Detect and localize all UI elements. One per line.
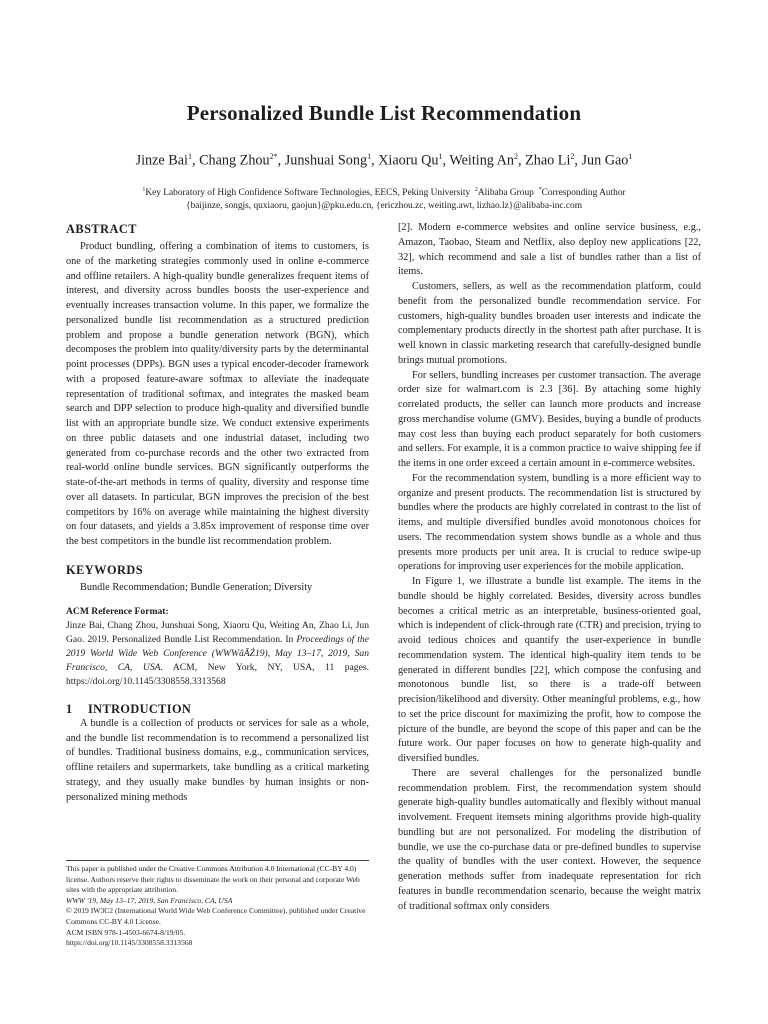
author-sup: 1 [367, 152, 372, 161]
author-name: Zhao Li [525, 152, 571, 169]
acm-reference-plain: Jinze Bai, Chang Zhou, Junshuai Song, Xiaoru Qu, Weiting An, Zhao Li, Jun Gao. 2019. Personalized Bundle List Recommendation. In [66, 619, 369, 645]
affiliation-text: Corresponding Author [541, 188, 626, 199]
affiliation-sup: * [538, 187, 542, 193]
abstract-heading: ABSTRACT [66, 222, 137, 236]
author-name: Weiting An [449, 152, 514, 169]
section-title: INTRODUCTION [88, 701, 192, 716]
author-emails: {baijinze, songjs, quxiaoru, gaojun}@pku.edu.cn, {ericzhou.zc, weiting.awt, lizhao.lz}@alibaba-inc.com [185, 201, 583, 212]
affiliation-line [0, 184, 768, 200]
paragraph: In Figure 1, we illustrate a bundle list example. The items in the bundle should be highly correlated. Besides, diversity across bundles becomes a critical metric as an interpretable, business-oriented goal, which is independent of click-through rate (CTR) and precision, trying to avoid tedious choices and quantify the user-experience in bundle recommendation system. The identical high-quality item tends to be generated in different bundles [22], which compose the confusing and monotonous bundle list, so there is a trade-off between precision/likelihood and diversity. Other meaningful problems, e.g., how to set the price discount for maximizing the profit, how to compose the picture of the bundle, are beyond the scope of this paper and can be the future work. Our paper focuses on how to generate high-quality and diversified bundles. [398, 576, 701, 764]
affiliation-text: Alibaba Group [477, 188, 534, 199]
acm-reference-label: ACM Reference Format: [66, 605, 169, 617]
abstract-text: Product bundling, offering a combination of items to customers, is one of the marketing strategies commonly used in online e-commerce and offline retailers. A high-quality bundle generalizes frequent items of interest, and diversity across bundles boosts the user-experience and eventually increases transaction volume. In this paper, we formalize the personalized bundle list recommendation as a structured prediction problem and propose a bundle generation network (BGN), which decomposes the problem into quality/diversity parts by the determinantal point processes (DPPs). BGN uses a typical encoder-decoder framework with a proposed feature-aware softmax to alleviate the inadequate representation of traditional softmax, and integrates the masked beam search and DPP selection to produce high-quality and diversified bundle list with an appropriate bundle size. We conduct extensive experiments on three public datasets and one industrial dataset, including two generated from co-purchase records and the other two extracted from real-world online bundle services. BGN significantly outperforms the state-of-the-art methods in terms of quality, diversity and response time over all datasets. In particular, BGN improves the precision of the best competitors by 16% on average while maintaining the highest diversity on four datasets, and yields a 3.85x improvement of response time over the best competitors in the bundle list recommendation problem. [66, 241, 369, 547]
author-name: Jun Gao [581, 152, 629, 169]
affiliation-sup: 2 [474, 187, 478, 193]
paragraph: [2]. Modern e-commerce websites and online service business, e.g., Amazon, Taobao, Steam and Netflix, also deploy new applications [22, 32], which recommend and sale a list of bundles rather than a list of items. [398, 222, 701, 278]
right-column [398, 221, 701, 914]
acm-reference-text [66, 619, 369, 689]
author-list: Jinze Bai$^1$, Chang Zhou$^{2*}$, Junshuai Song$^1$, Xiaoru Qu$^1$, Weiting An$^2$, Zhao Li$^2$, Jun Gao$^1$ [135, 152, 633, 169]
author-sup: 2 [570, 152, 575, 161]
paragraph: Customers, sellers, as well as the recommendation platform, could benefit from the personalized bundle recommendation service. For customers, high-quality bundles broaden user interests and indicate the complementary products directly in the shortest path after purchase. It is well known in classic marketing research that carefully-designed bundle brings mutual promotions. [398, 281, 701, 366]
affiliation-text: Key Laboratory of High Confidence Software Technologies, EECS, Peking University [145, 188, 471, 199]
paragraph: For sellers, bundling increases per customer transaction. The average order size for walmart.com is 2.3 [36]. By attaching some highly correlated products, the seller can launch more products and increase gross merchandise volume (GMV). Besides, buying a bundle of products may cost less than buying each product separately for both customers and sellers. For example, it is a common practice to waive shipping fee if the items in one order exceed a certain amount in e-commerce websites. [398, 369, 701, 469]
introduction-text: A bundle is a collection of products or services for sale as a whole, and the bundle list recommendation is to recommend a personalized list of bundles. Traditional business domains, e.g., communication services, offline retailers and supermarkets, take bundling as a critical marketing strategy, and they usually make bundles by human insights or non-personalized mining methods [66, 717, 369, 803]
author-sup: 1 [628, 152, 633, 161]
acm-reference-venue: Proceedings of the 2019 World Wide Web Conference (WWWâĂŹ19), May 13–17, 2019, San Francisco, CA, USA. [66, 633, 369, 673]
conference-note: WWW '19, May 13–17, 2019, San Francisco, CA, USA [66, 895, 233, 905]
author-name: Jinze Bai [135, 152, 188, 169]
license-note: This paper is published under the Creative Commons Attribution 4.0 International (CC-BY 4.0) license. Authors reserve their rights to disseminate the work on their personal and corporate Web sites with the appropriate attribution. [66, 864, 360, 895]
acm-reference-tail: ACM, New York, NY, USA, 11 pages. https://doi.org/10.1145/3308558.3313568 [66, 661, 369, 687]
copyright-note: © 2019 IW3C2 (International World Wide Web Conference Committee), published under Creative Commons CC-BY 4.0 License. [66, 906, 366, 926]
author-name: Chang Zhou [199, 152, 270, 169]
introduction-heading [66, 701, 369, 717]
author-sup: 1 [438, 152, 443, 161]
author-name: Xiaoru Qu [378, 152, 439, 169]
paper-title: Personalized Bundle List Recommendation [186, 101, 582, 125]
paragraph: For the recommendation system, bundling is a more efficient way to organize and present products. The recommendation list is structured by bundles where the products are highly correlated in contrast to the list of items, and multiple diversified bundles avoid monotonous choices for users. The recommendation system shows bundle as a whole and thus presents more products per unit area. It is crucial to reduce swipe-up operations for improving user experiences for the mobile application. [398, 472, 701, 573]
keywords-heading: KEYWORDS [66, 562, 144, 577]
author-sup: 2 [514, 152, 518, 161]
section-number: 1 [66, 701, 73, 716]
author-sup: 2* [269, 152, 278, 161]
affiliations [0, 184, 768, 213]
doi-note: https://doi.org/10.1145/3308558.3313568 [66, 938, 193, 948]
paragraph: There are several challenges for the personalized bundle recommendation problem. First, the recommendation system should generate high-quality bundles automatically and flexibly without manual involvement. Frequent itemsets mining algorithms provide high-quality bundling but are not personalized. For modeling the distribution of bundle, we use the co-purchase data or pre-defined bundles to supervise the quality of bundles with the user context. However, the sequence generation methods suffer from inadequate representation for rich features in bundle recommendation scenario, because the weight matrix of traditional softmax only considers [398, 767, 701, 912]
left-column [66, 221, 369, 805]
author-name: Junshuai Song [284, 152, 368, 169]
keywords-text: Bundle Recommendation; Bundle Generation; Diversity [80, 581, 313, 593]
isbn-note: ACM ISBN 978-1-4503-6674-8/19/05. [66, 927, 186, 937]
affiliation-sup: 1 [142, 187, 146, 193]
author-sup: 1 [187, 152, 192, 161]
copyright-footnote [66, 860, 369, 949]
